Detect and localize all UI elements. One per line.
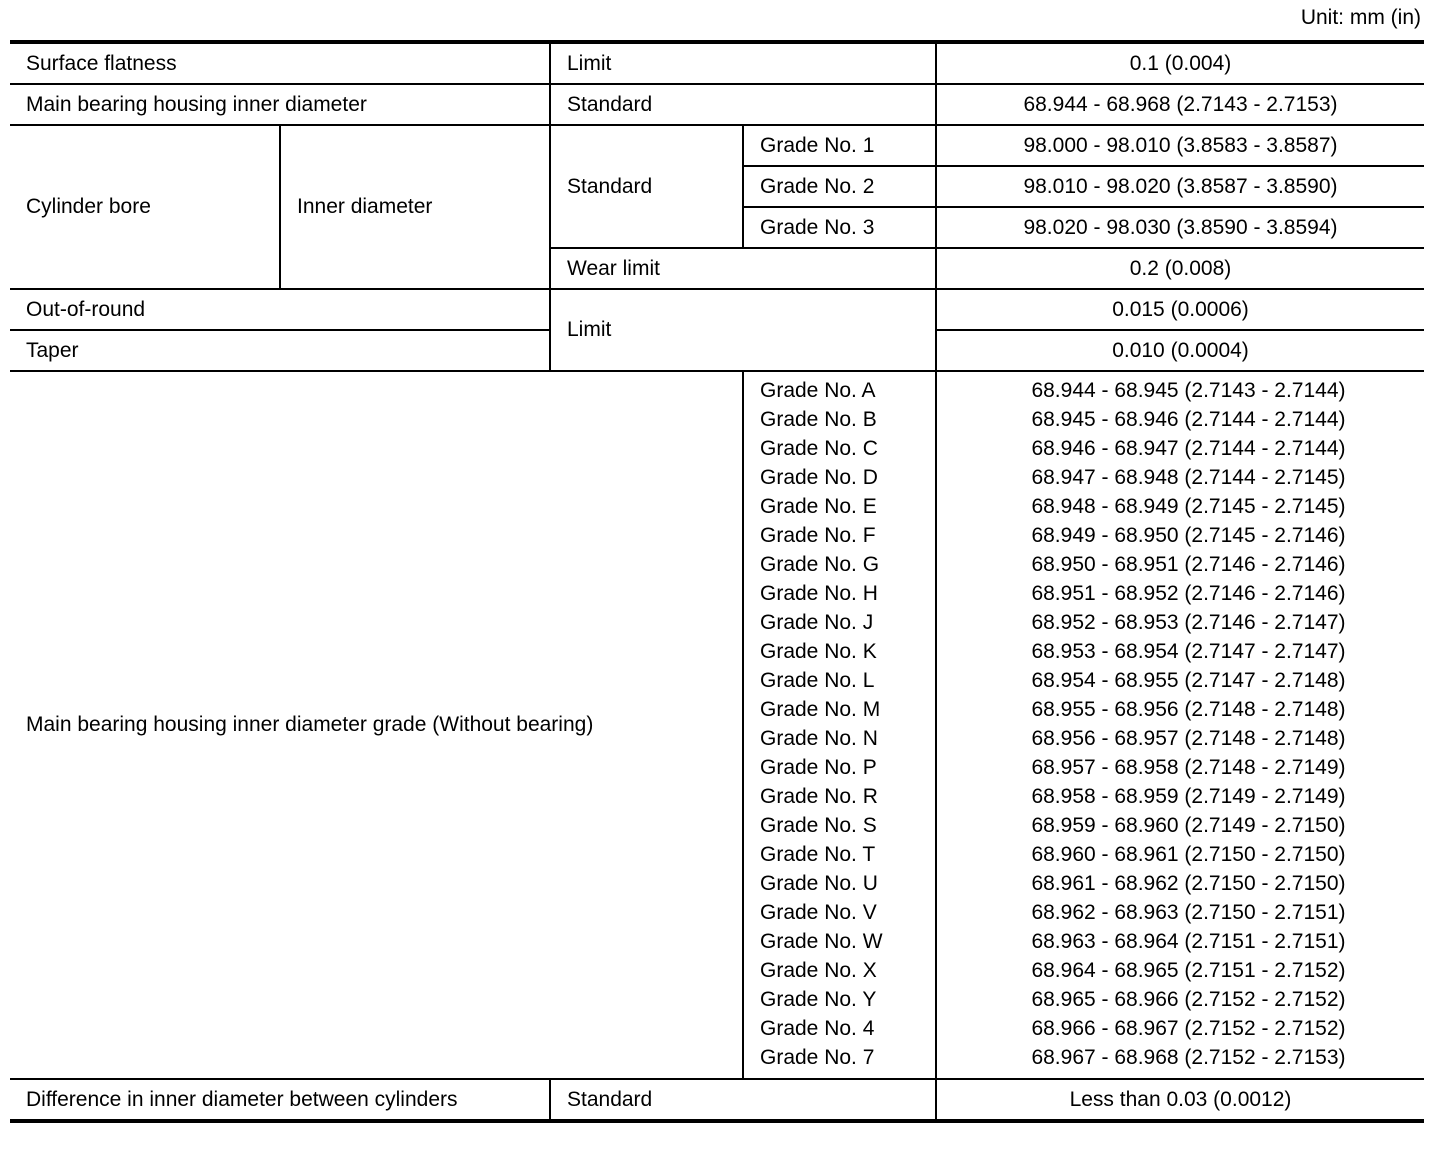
cylinder-grade-value: 98.000 - 98.010 (3.8583 - 3.8587) [936, 125, 1424, 166]
out-of-round-label: Out-of-round [10, 289, 550, 330]
housing-grade-value: 68.959 - 68.960 (2.7149 - 2.7150) [1031, 814, 1346, 837]
housing-grade-label: Grade No. Y [760, 988, 877, 1011]
table-row [10, 371, 1424, 1079]
taper-value: 0.010 (0.0004) [936, 330, 1424, 371]
housing-grade-label: Grade No. A [760, 379, 876, 402]
housing-grade-label: Grade No. N [760, 727, 878, 750]
main-bearing-housing-label: Main bearing housing inner diameter [10, 84, 550, 125]
difference-value: Less than 0.03 (0.0012) [936, 1079, 1424, 1121]
housing-grade-value: 68.964 - 68.965 (2.7151 - 2.7152) [1031, 959, 1346, 982]
housing-grade-value: 68.966 - 68.967 (2.7152 - 2.7152) [1031, 1017, 1346, 1040]
table-row [10, 1079, 1424, 1121]
housing-grade-label: Grade No. T [760, 843, 876, 866]
cylinder-grade-label: Grade No. 3 [743, 207, 936, 248]
table-row [10, 42, 1424, 84]
housing-grade-label: Grade No. R [760, 785, 878, 808]
table-row [10, 125, 1424, 166]
housing-grade-value: 68.957 - 68.958 (2.7148 - 2.7149) [1031, 756, 1346, 779]
housing-grade-value: 68.963 - 68.964 (2.7151 - 2.7151) [1031, 930, 1346, 953]
housing-grade-label: Grade No. L [760, 669, 875, 692]
housing-grade-label: Grade No. M [760, 698, 881, 721]
housing-grade-label: Grade No. H [760, 582, 878, 605]
housing-grade-value: 68.953 - 68.954 (2.7147 - 2.7147) [1031, 640, 1346, 663]
housing-grade-value: 68.965 - 68.966 (2.7152 - 2.7152) [1031, 988, 1346, 1011]
housing-grade-label: Grade No. W [760, 930, 883, 953]
housing-grade-value: 68.948 - 68.949 (2.7145 - 2.7145) [1031, 495, 1346, 518]
housing-grade-names [743, 371, 936, 1079]
housing-grade-label: Grade No. B [760, 408, 877, 431]
housing-grade-label: Grade No. P [760, 756, 877, 779]
housing-grade-label: Grade No. U [760, 872, 878, 895]
difference-label: Difference in inner diameter between cylinders [10, 1079, 550, 1121]
housing-grade-label: Grade No. 7 [760, 1046, 875, 1069]
cylinder-bore-label: Cylinder bore [10, 125, 280, 289]
housing-grade-label: Main bearing housing inner diameter grade (Without bearing) [10, 371, 743, 1079]
housing-grade-label: Grade No. E [760, 495, 877, 518]
housing-grade-value: 68.944 - 68.945 (2.7143 - 2.7144) [1031, 379, 1346, 402]
housing-grade-label: Grade No. 4 [760, 1017, 875, 1040]
spec-table [10, 40, 1424, 1123]
housing-grade-label: Grade No. J [760, 611, 874, 634]
housing-grade-value: 68.960 - 68.961 (2.7150 - 2.7150) [1031, 843, 1346, 866]
cylinder-grade-label: Grade No. 1 [743, 125, 936, 166]
unit-label: Unit: mm (in) [1300, 6, 1421, 29]
housing-grade-value: 68.961 - 68.962 (2.7150 - 2.7150) [1031, 872, 1346, 895]
housing-grade-value: 68.949 - 68.950 (2.7145 - 2.7146) [1031, 524, 1346, 547]
cylinder-grade-value: 98.020 - 98.030 (3.8590 - 3.8594) [936, 207, 1424, 248]
housing-grade-value: 68.950 - 68.951 (2.7146 - 2.7146) [1031, 553, 1346, 576]
main-bearing-housing-type: Standard [550, 84, 936, 125]
housing-grade-value: 68.947 - 68.948 (2.7144 - 2.7145) [1031, 466, 1346, 489]
housing-grade-value: 68.945 - 68.946 (2.7144 - 2.7144) [1031, 408, 1346, 431]
housing-grade-value: 68.962 - 68.963 (2.7150 - 2.7151) [1031, 901, 1346, 924]
main-bearing-housing-value: 68.944 - 68.968 (2.7143 - 2.7153) [936, 84, 1424, 125]
housing-grade-value: 68.954 - 68.955 (2.7147 - 2.7148) [1031, 669, 1346, 692]
housing-grade-label: Grade No. K [760, 640, 877, 663]
housing-grade-value: 68.952 - 68.953 (2.7146 - 2.7147) [1031, 611, 1346, 634]
out-of-round-value: 0.015 (0.0006) [936, 289, 1424, 330]
housing-grade-label: Grade No. F [760, 524, 876, 547]
surface-flatness-value: 0.1 (0.004) [936, 42, 1424, 84]
housing-grade-label: Grade No. S [760, 814, 877, 837]
limit-label: Limit [550, 289, 936, 371]
surface-flatness-type: Limit [550, 42, 936, 84]
housing-grade-label: Grade No. C [760, 437, 878, 460]
surface-flatness-label: Surface flatness [10, 42, 550, 84]
wear-limit-label: Wear limit [550, 248, 936, 289]
cylinder-grade-label: Grade No. 2 [743, 166, 936, 207]
housing-grade-value: 68.967 - 68.968 (2.7152 - 2.7153) [1031, 1046, 1346, 1069]
cylinder-grade-value: 98.010 - 98.020 (3.8587 - 3.8590) [936, 166, 1424, 207]
housing-grade-label: Grade No. X [760, 959, 877, 982]
wear-limit-value: 0.2 (0.008) [936, 248, 1424, 289]
housing-grade-value: 68.958 - 68.959 (2.7149 - 2.7149) [1031, 785, 1346, 808]
housing-grade-label: Grade No. G [760, 553, 880, 576]
housing-grade-label: Grade No. V [760, 901, 877, 924]
difference-type: Standard [550, 1079, 936, 1121]
housing-grade-values [936, 371, 1424, 1079]
housing-grade-value: 68.956 - 68.957 (2.7148 - 2.7148) [1031, 727, 1346, 750]
housing-grade-value: 68.951 - 68.952 (2.7146 - 2.7146) [1031, 582, 1346, 605]
cylinder-bore-standard-label: Standard [550, 125, 743, 248]
inner-diameter-label: Inner diameter [280, 125, 550, 289]
housing-grade-value: 68.955 - 68.956 (2.7148 - 2.7148) [1031, 698, 1346, 721]
table-row [10, 289, 1424, 330]
housing-grade-value: 68.946 - 68.947 (2.7144 - 2.7144) [1031, 437, 1346, 460]
housing-grade-label: Grade No. D [760, 466, 878, 489]
table-row [10, 84, 1424, 125]
taper-label: Taper [10, 330, 550, 371]
